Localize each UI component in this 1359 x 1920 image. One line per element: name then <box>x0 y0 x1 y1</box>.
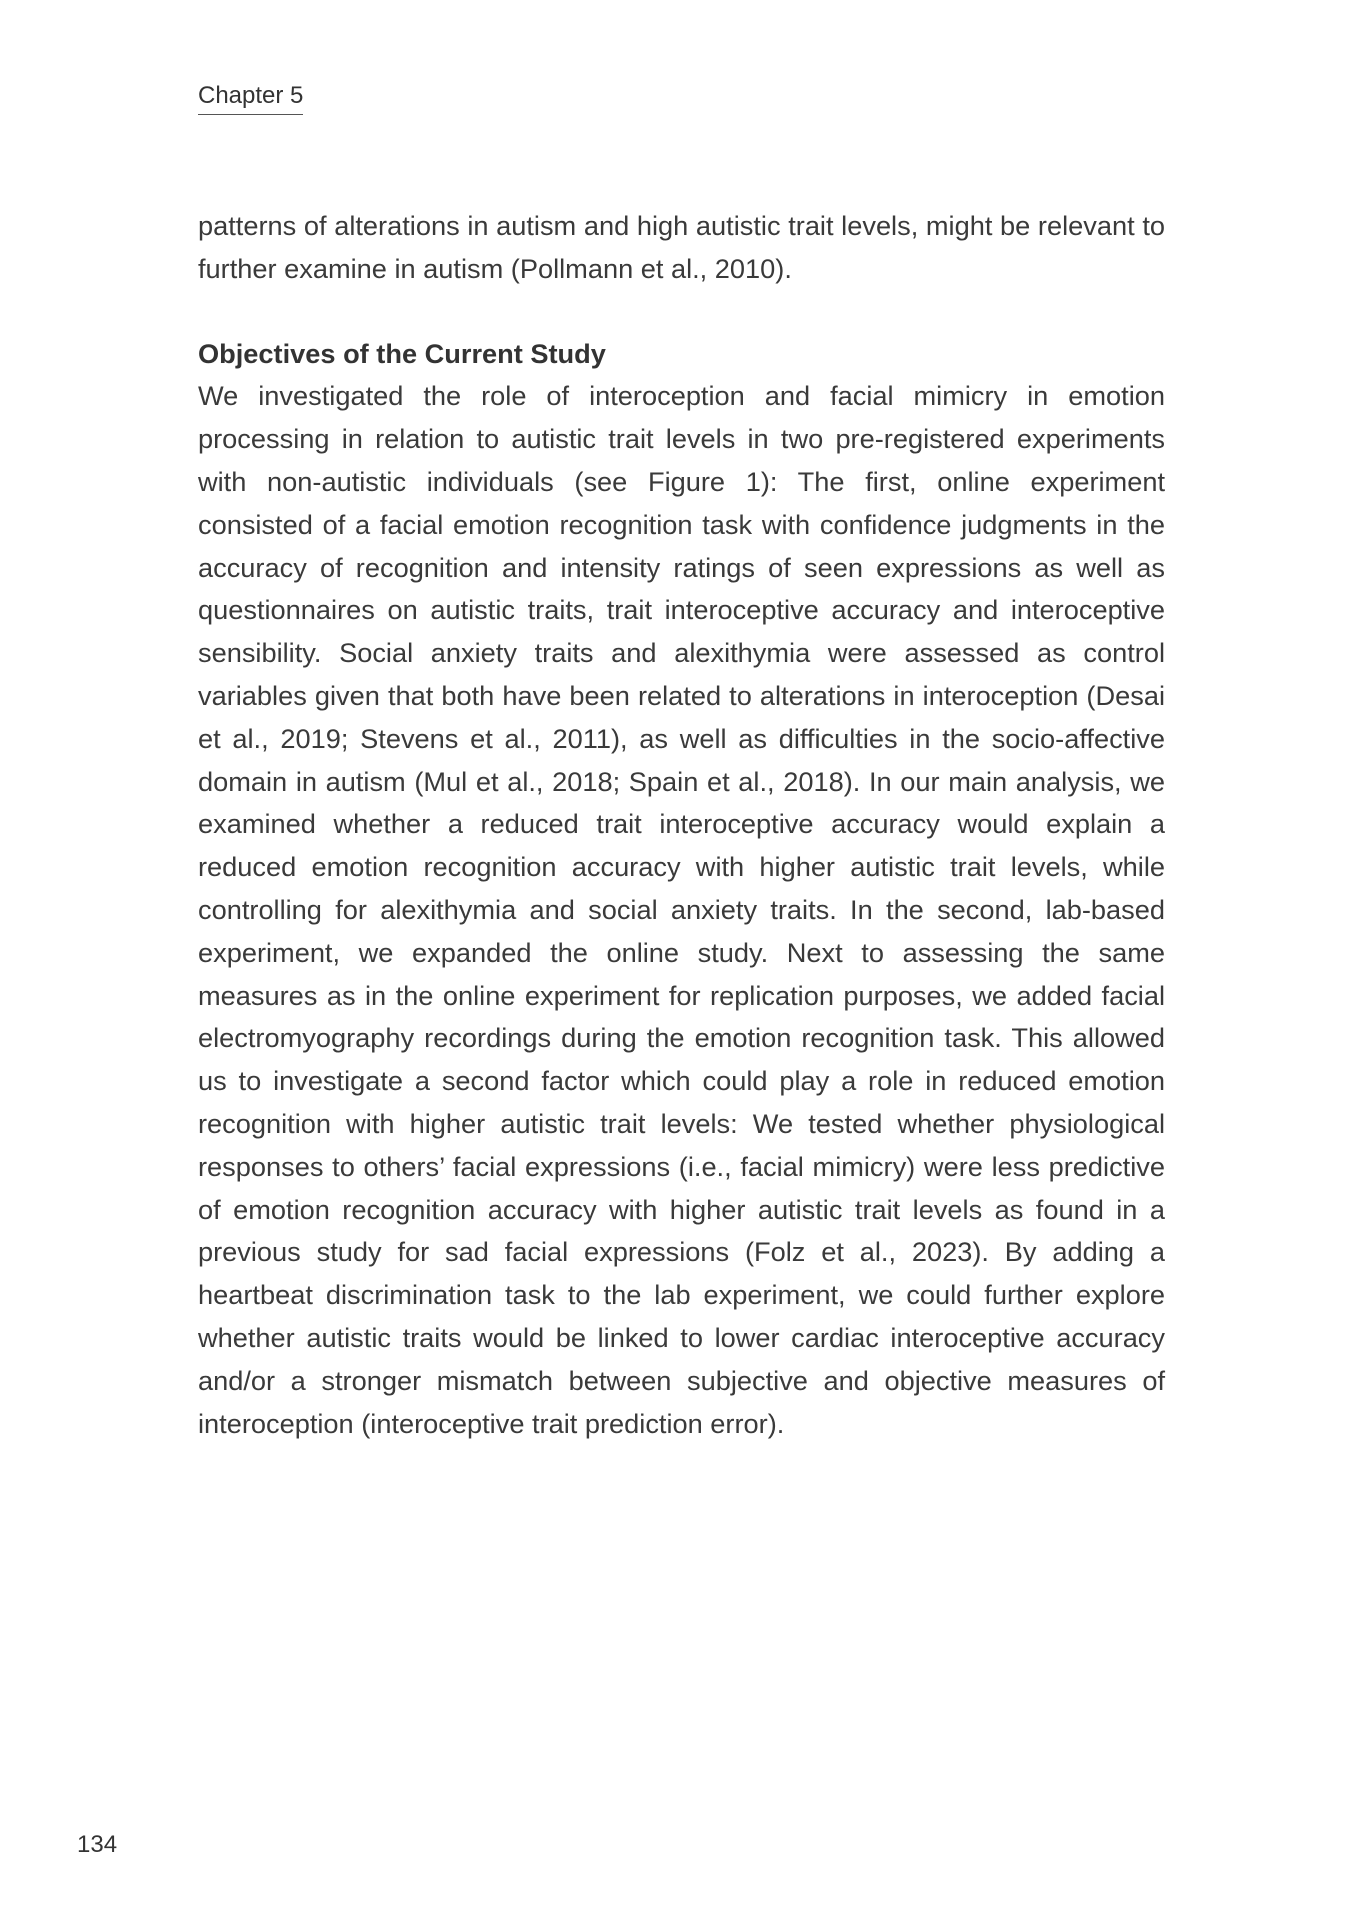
section-heading: Objectives of the Current Study <box>198 337 606 369</box>
body-paragraph: We investigated the role of interoception and facial mimicry in emotion processing in relation to autistic trait levels in two pre-registered experiments with non-autistic individuals (see Figure 1): The first, online experiment consisted of a facial emotion recognition task with confidence judgments in the accuracy of recognition and intensity ratings of seen expressions as well as questionnaires on autistic traits, trait interoceptive accuracy and interoceptive sensibility. Social anxiety traits and alexithymia were assessed as control variables given that both have been related to alterations in interoception (Desai et al., 2019; Stevens et al., 2011), as well as difficulties in the socio-affective domain in autism (Mul et al., 2018; Spain et al., 2018). In our main analysis, we examined whether a reduced trait interoceptive accuracy would explain a reduced emotion recognition accuracy with higher autistic trait levels, while controlling for alexithymia and social anxiety traits. In the second, lab-based experiment, we expanded the online study. Next to assessing the same measures as in the online experiment for replication purposes, we added facial electromyography recordings during the emotion recognition task. This allowed us to investigate a second factor which could play a role in reduced emotion recognition with higher autistic trait levels: We tested whether physiological responses to others’ facial expressions (i.e., facial mimicry) were less predictive of emotion recognition accuracy with higher autistic trait levels as found in a previous study for sad facial expressions (Folz et al., 2023). By adding a heartbeat discrimination task to the lab experiment, we could further explore whether autistic traits would be linked to lower cardiac interoceptive accuracy and/or a stronger mismatch between subjective and objective measures of interoception (interoceptive trait prediction error). <box>198 380 1165 1439</box>
paragraph-spacer <box>198 291 1165 333</box>
running-head-chapter-title: Chapter 5 <box>198 82 303 115</box>
page-number: 134 <box>77 1831 118 1858</box>
body-paragraph: patterns of alterations in autism and high autistic trait levels, might be relevant to further examine in autism (Pollmann et al., 2010). <box>198 210 1165 284</box>
page-body <box>198 205 1165 1445</box>
